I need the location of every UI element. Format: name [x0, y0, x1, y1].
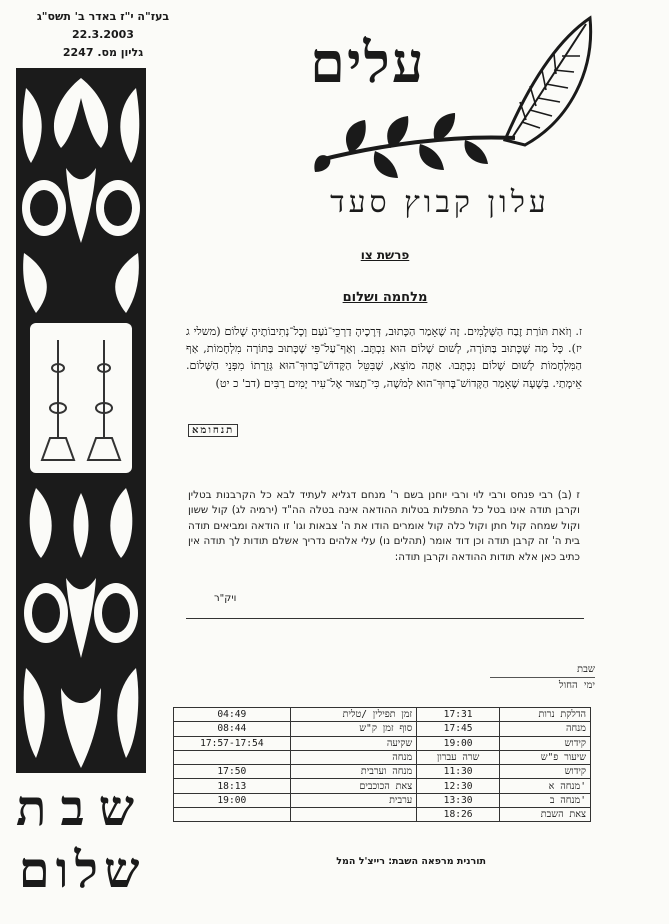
prayer-times-table — [173, 707, 591, 822]
passage-tanchuma-source: תנחומא — [188, 424, 238, 437]
passage-vayikra-rabbah-source: ויק"ר — [214, 593, 237, 604]
weekday-time — [174, 808, 291, 822]
table-row — [174, 722, 591, 736]
shabbat-label: מנחה — [500, 722, 591, 736]
shabbat-time: 19:00 — [417, 736, 500, 750]
shabbat-label: הדלקת נרות — [500, 708, 591, 722]
times-shabbat-label: שבת — [577, 664, 595, 675]
weekday-label — [290, 808, 417, 822]
weekday-time: 17:50 — [174, 765, 291, 779]
table-row — [174, 708, 591, 722]
weekday-label: מנחה — [290, 750, 417, 764]
side-title-shalom: שלום — [18, 840, 146, 899]
weekday-label: מנחה וערבית — [290, 765, 417, 779]
shabbat-label: מנחה א' — [500, 779, 591, 793]
shabbat-time: 17:45 — [417, 722, 500, 736]
masthead-title: עלים — [310, 30, 426, 96]
table-row — [174, 808, 591, 822]
section-divider — [186, 618, 584, 619]
shabbat-label: צאת השבת — [500, 808, 591, 822]
header-date-block — [28, 8, 178, 62]
weekday-time: 19:00 — [174, 793, 291, 807]
times-weekday-label: ימי החול — [558, 680, 595, 691]
topic-heading: מלחמה ושלום — [342, 290, 428, 305]
shabbat-label: קידוש — [500, 736, 591, 750]
masthead-subtitle: עלון קבוץ סעד — [330, 185, 550, 220]
shabbat-label: קידוש — [500, 765, 591, 779]
side-title-shabbat: שבת — [16, 778, 148, 837]
issue-number: גליון מס. 2247 — [62, 46, 144, 59]
weekday-label: סוף זמן ק"ש — [290, 722, 417, 736]
table-row — [174, 793, 591, 807]
table-row — [174, 779, 591, 793]
weekday-label: צאת הכוכבים — [290, 779, 417, 793]
footer-note: תורנית מרפאה השבת: רייצ'ל המל — [336, 856, 486, 867]
passage-tanchuma: ז. וְזֹאת תּוֹרַת זֶבַח הַשְּׁלָמִים. זֶה שֶׁאָמַר הַכָּתוּב, דְּרָכֶיהָ דַרְכֵי־נֹעַם וְכָל־נְתִיבוֹתֶיהָ שָׁלוֹם (משלי ג יז). כָּל מַה שֶּׁכָּתוּב בַּתּוֹרָה, לְשׁוּם שָׁלוֹם הוּא נִכְתָּב. וְאַף־עַל־פִּי שֶׁכָּתוּב בַּתּוֹרָה מִלְחָמוֹת, אַף הַמִּלְחָמוֹת לְשׁוּם שָׁלוֹם נִכְתָּבוּ. אַתָּה מוֹצֵא, שֶׁבִּטֵּל הַקָּדוֹשׁ־בָּרוּךְ־הוּא גְּזֵרָתוֹ מִפְּנֵי הַשָּׁלוֹם. אֵימָתַי. בְּשָׁעָה שֶׁאָמַר הַקָּדוֹשׁ־בָּרוּךְ־הוּא לְמֹשֶׁה, כִּי־תָצוּר אֶל־עִיר יָמִים רַבִּים (דב' כ יט) — [186, 325, 582, 390]
shabbat-time: 13:30 — [417, 793, 500, 807]
weekday-time: 18:13 — [174, 779, 291, 793]
decorative-papercut-column — [16, 68, 146, 773]
shabbat-time: 11:30 — [417, 765, 500, 779]
parasha-heading: פרשת צו — [360, 248, 410, 262]
weekday-time — [174, 750, 291, 764]
weekday-time: 08:44 — [174, 722, 291, 736]
table-row — [174, 736, 591, 750]
shabbat-time: שרה עברון — [417, 750, 500, 764]
table-row — [174, 765, 591, 779]
shabbat-time: 18:26 — [417, 808, 500, 822]
shabbat-label: מנחה ב' — [500, 793, 591, 807]
weekday-label: שקיעה — [290, 736, 417, 750]
table-row — [174, 750, 591, 764]
weekday-label: זמן תפילין /טלית — [290, 708, 417, 722]
weekday-label: ערבית — [290, 793, 417, 807]
passage-vayikra-rabbah: ז (ב) רבי פנחס ורבי לוי ורבי יוחנן בשם ר' מנחם דגליא לעתיד לבא כל הקרבנות בטלין וקרבן תודה אינו בטל כל התפלות בטלות ההודאה אינה בטלה הה"ד (ירמיה לג) קול ששון וקול שמחה קול חתן וקול כלה קול אומרים הודו את ה' צבאות וגו' זו הודאה ומביאים תודה בית ה' זה קרבן תודה וכן דוד אומר (תהלים נו) עלי אלהים נדריך אשלם תודות לך תודה אין כתיב כאן אלא תודות ההודאה וקרבן תודה: — [188, 489, 580, 563]
hebrew-date: בעז"ה י"ז באדר ב' תשס"ג — [36, 10, 170, 23]
gregorian-date: 22.3.2003 — [72, 28, 134, 41]
shabbat-label: שיעור פ"ש — [500, 750, 591, 764]
weekday-time: 17:57-17:54 — [174, 736, 291, 750]
shabbat-time: 17:31 — [417, 708, 500, 722]
times-header-divider — [490, 677, 595, 678]
shabbat-time: 12:30 — [417, 779, 500, 793]
weekday-time: 04:49 — [174, 708, 291, 722]
